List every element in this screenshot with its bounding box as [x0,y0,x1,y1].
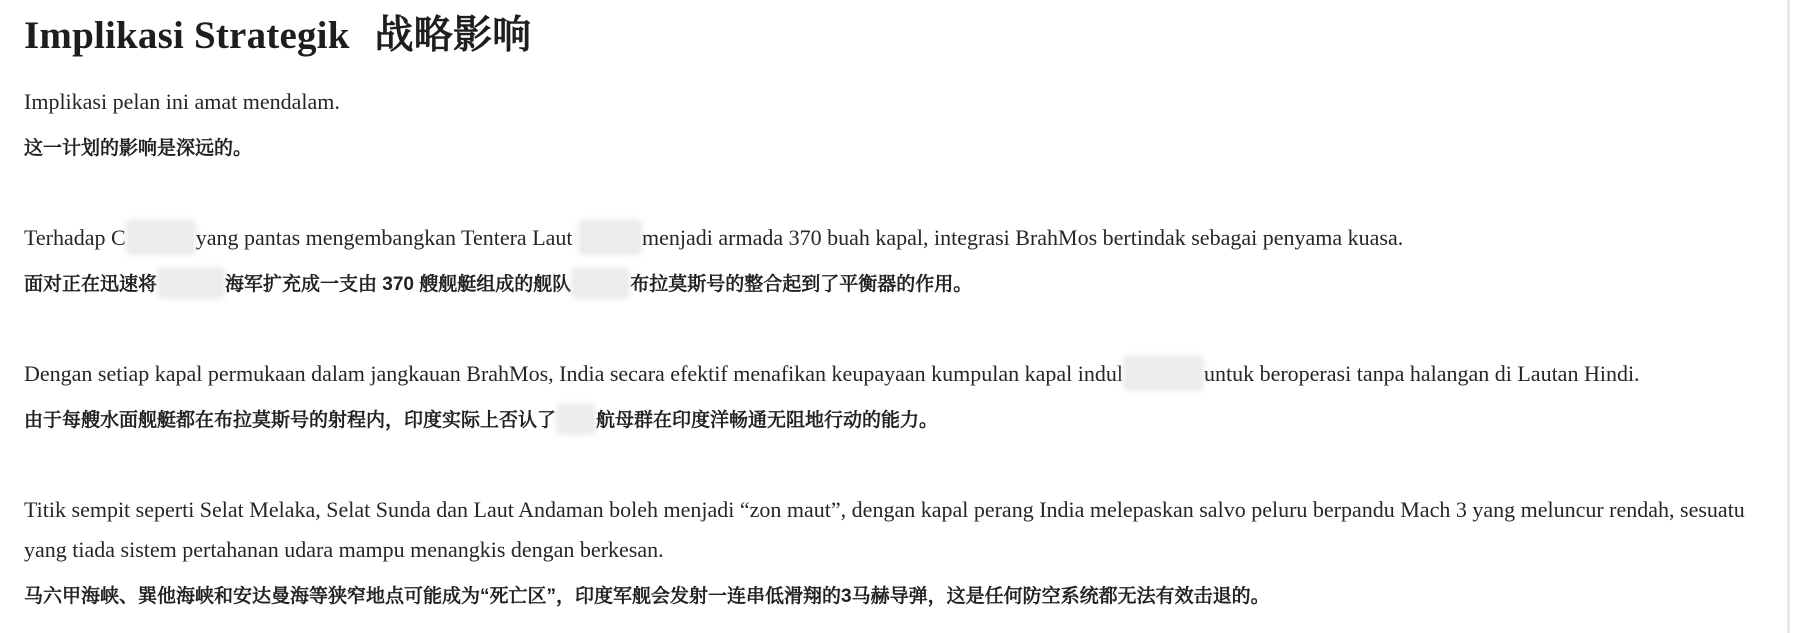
text-segment: Dengan setiap kapal permukaan dalam jangkauan BrahMos, India secara efektif menafikan keupayaan kumpulan kapal indul [24,360,1123,386]
paragraph-ms [24,218,1756,258]
paragraph-zh [24,132,1756,166]
redaction-box [574,270,627,296]
text-segment: 航母群在印度洋畅通无阻地行动的能力。 [596,409,939,431]
text-segment: yang pantas mengembangkan Tentera Laut [195,224,579,250]
paragraph-ms [24,354,1756,394]
scrollbar-track[interactable] [1787,0,1790,633]
page-title-malay: Implikasi Strategik [24,14,350,57]
paragraph-zh [24,580,1756,614]
paragraph-zh [24,404,1756,438]
text-segment: Terhadap C [24,224,126,250]
text-segment: 马六甲海峡、巽他海峡和安达曼海等狭窄地点可能成为“死亡区”，印度军舰会发射一连串低滑翔的3马赫导弹，这是任何防空系统都无法有效击退的。 [24,585,1270,607]
text-segment: untuk beroperasi tanpa halangan di Lautan Hindi. [1203,360,1640,386]
text-segment: Implikasi pelan ini amat mendalam. [24,88,340,114]
redaction-box [559,406,593,432]
text-segment: 海军扩充成一支由 370 艘舰艇组成的舰队 [225,273,572,295]
text-segment: 由于每艘水面舰艇都在布拉莫斯号的射程内，印度实际上否认了 [24,409,557,431]
paragraph-zh [24,268,1756,302]
text-segment: menjadi armada 370 buah kapal, integrasi BrahMos bertindak sebagai penyama kuasa. [642,224,1404,250]
text-segment: 布拉莫斯号的整合起到了平衡器的作用。 [630,273,973,295]
text-segment: 这一计划的影响是深远的。 [24,137,253,159]
redaction-box [1126,358,1201,388]
paragraph-list [24,82,1756,614]
paragraph-ms [24,82,1756,122]
paragraph-ms [24,490,1756,570]
text-segment: Titik sempit seperti Selat Melaka, Selat Sunda dan Laut Andaman boleh menjadi “zon maut”, dengan kapal perang India melepaskan salvo peluru berpandu Mach 3 yang meluncur rendah, sesuatu yang tiada sistem pertahanan udara mampu menangkis dengan berkesan. [24,496,1745,562]
page-title-chinese: 战略影响 [374,14,532,57]
redaction-box [160,270,222,296]
redaction-box [581,222,639,252]
redaction-box [129,222,193,252]
page-title [24,14,1756,58]
text-segment: 面对正在迅速将 [24,273,158,295]
